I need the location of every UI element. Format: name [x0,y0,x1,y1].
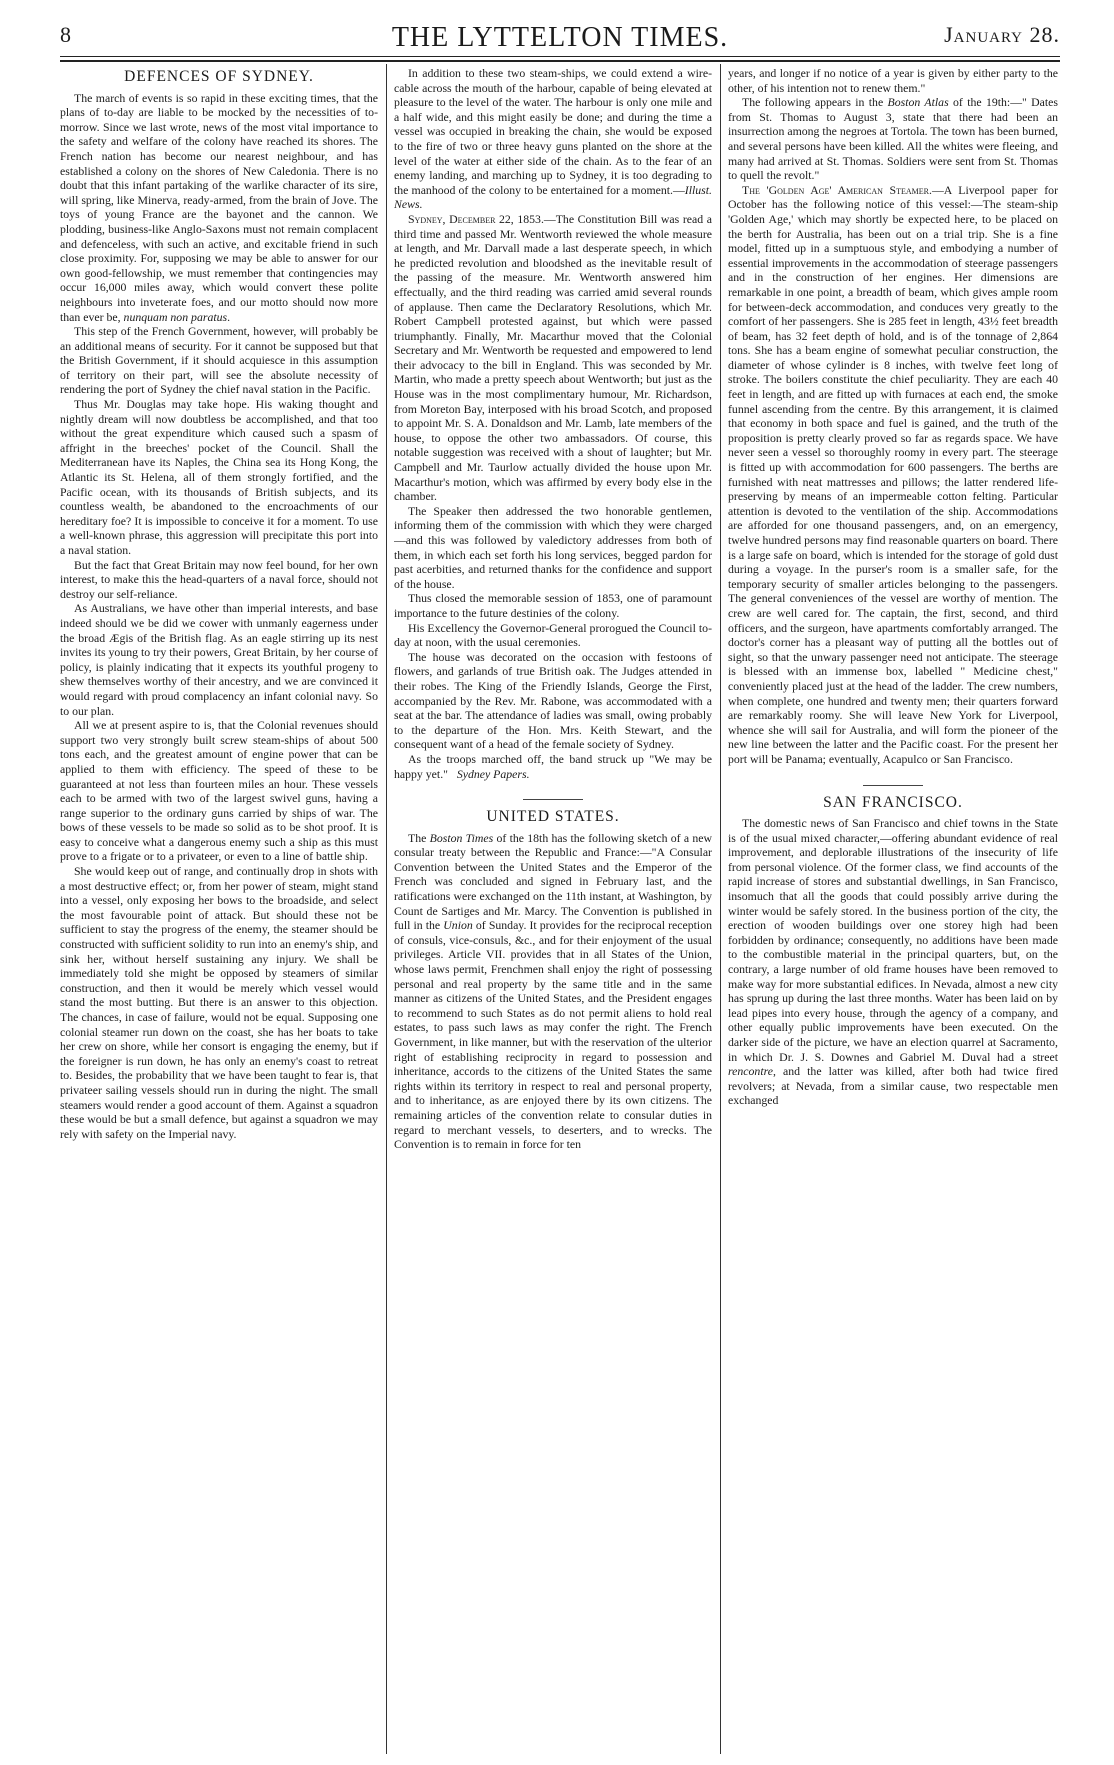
paragraph: The domestic news of San Francisco and chief towns in the State is of the usual mixed character,—offering abundant evidence of real improvement, and deplorable illustrations of the insecurity of life from personal violence. Of the former class, we find accounts of the rapid increase of stores and substantial dwellings, in San Francisco, insomuch that all the goods that could possibly arrive during the winter would be safely stored. In the business portion of the city, the erection of wooden buildings over one storey high had been forbidden by ordinance; consequently, no additions have been made to the combustible material in the principal quarters, but, on the contrary, a large number of old frame houses have been removed to make way for more substantial edifices. In Nevada, almost a new city has sprung up during the last three months. Water has been laid on by lead pipes into every house, through the agency of a company, and other equally public improvements have been executed. On the darker side of the picture, we have an election quarrel at Sacramento, in which Dr. J. S. Downes and Gabriel M. Duval had a street rencontre, and the latter was killed, after both had twice fired revolvers; at Nevada, from a similar cause, two respectable men exchanged [728,816,1058,1108]
article-heading-san-francisco: SAN FRANCISCO. [823,793,963,811]
paragraph: Sydney, December 22, 1853.—The Constitution Bill was read a third time and passed Mr. Wentworth reviewed the whole measure at length, and Mr. Darvall made a last desperate speech, in which he predicted revolution and bloodshed as the inevitable result of the passing of the measure. Mr. Wentworth answered him effectually, and the third reading was carried amid several rounds of applause. Then came the Declaratory Resolutions, which Mr. Robert Campbell protested against, but which were passed triumphantly. Finally, Mr. Macarthur moved that the Colonial Secretary and Mr. Wentworth be requested and empowered to lend their advocacy to the bill in England. This was seconded by Mr. Martin, who made a pretty speech about Wentworth; but just as the House was in the most complimentary humour, Mr. Richardson, from Moreton Bay, interposed with his broad Scotch, and proposed to appoint Mr. S. A. Donaldson and Mr. Lamb, late members of the house, to oppose the other two ambassadors. Of course, this notable suggestion was received with a shout of laughter; but Mr. Campbell and Mr. Taurlow actually divided the house upon Mr. Macarthur's motion, which was affirmed by every body else in the chamber. [394,211,712,504]
paragraph: The march of events is so rapid in these exciting times, that the plans of to-day are liable to be mocked by the necessities of to-morrow. Since we last wrote, news of the most vital importance to the safety and welfare of the colony have reached its shores. The French nation has become our nearest neighbour, and has established a colony on the shores of New Caledonia. There is no doubt that this infant partaking of the warlike character of its sire, will spring, like Minerva, ready-armed, from the brain of Jove. The toys of young France are the bayonet and the cannon. We plodding, business-like Anglo-Saxons must not remain complacent and defenceless, with such an active, and excitable friend in such close proximity. For, supposing we may be able to answer for our own good-fellowship, we must remember that contingencies may occur 16,000 miles away, which would convert these polite neighbours into inveterate foes, and our motto should now more than ever be, nunquam non paratus. [60,90,378,324]
latin-motto: nunquam non paratus [123,309,228,324]
paragraph: All we at present aspire to is, that the Colonial revenues should support two very strongly built screw steam-ships of about 500 tons each, and the greatest amount of engine power that can be applied to them with efficiency. The speed of these to be guaranteed at not less than fourteen miles an hour. These vessels each to be armed with two of the largest swivel guns, having a range superior to the ordinary guns carried by ships of war. The bows of these vessels to be made so solid as to be shot proof. It is easy to conceive what a dangerous enemy such a ship as this must prove to a frigate or to a privateer, or even to a line of battle ship. [60,718,378,864]
paragraph: years, and longer if no notice of a year is given by either party to the other, of his intention not to renew them." [728,66,1058,95]
paragraph: This step of the French Government, however, will probably be an additional means of security. For it cannot be supposed but that the British Government, if it should acquiesce in this assumption of territory on their part, will see the absolute necessity of rendering the port of Sydney the chief naval station in the Pacific. [60,324,378,397]
paragraph: His Excellency the Governor-General prorogued the Council to-day at noon, with the usual ceremonies. [394,620,712,650]
column-1 [60,66,378,1756]
article-lead-golden-age: The 'Golden Age' American Steamer. [742,182,932,197]
dateline: Sydney, December 22, 1853. [408,211,544,226]
paragraph: The 'Golden Age' American Steamer.—A Liverpool paper for October has the following notice of this vessel:—The steam-ship 'Golden Age,' which may shortly be expected here, to be placed on the berth for Australia, has been out on a trial trip. She is a fine model, fitted up in a sumptuous style, and embodying a number of essential improvements in the accommodation of steerage passengers and in the construction of her engines. Her dimensions are remarkable in one point, a breadth of beam, which gives ample room for between-deck accommodation, and conduces very greatly to the comfort of her passengers. She is 285 feet in length, 43½ feet breadth of beam, has 32 feet depth of hold, and is of the tonnage of 2,864 tons. She has a beam engine of somewhat peculiar construction, the diameter of whose cylinder is 8 inches, with twelve feet long of stroke. The boilers constitute the chief peculiarity. They are each 40 feet in length, and are fitted up with furnaces at each end, the smoke funnel ascending from the centre. By this arrangement, it is claimed that economy in both space and fuel is gained, and the truth of the proposition is pretty clearly proved so far as regards space. We have never seen a vessel so thoroughly roomy in every part. The steerage is fitted up with accommodation for 600 passengers. The berths are furnished with neat mattresses and pillows; the latter rendered life-preserving by means of an impermeable cotton felting. Particular attention is devoted to the ventilation of the ship. Accommodations are afforded for one thousand passengers, and, on an emergency, twelve hundred persons may find reasonable quarters on board. There is a large safe on board, which is intended for the storage of gold dust during a voyage. In the purser's room is a smaller safe, for the temporary security of smaller articles belonging to the passengers. The general conveniences of the vessel are worthy of mention. The crew are well cared for. The captain, the first, second, and third officers, and the surgeon, have apartments comfortably arranged. The doctor's corner has a pleasant way of putting all the bottles out of sight, so that the unwary passenger need not anticipate. The steerage is blessed with an immense box, labelled " Medicine chest," conveniently placed just at the head of the ladder. The crew numbers, when complete, one hundred and twenty men; their quarters forward are remarkably roomy. She will leave New York for Liverpool, whence she will sail for Australia, and will form the pioneer of the new line between the latter and the Pacific coast. For the present her port will be Panama; eventually, Acapulco or San Francisco. [728,182,1058,766]
newspaper-title: THE LYTTELTON TIMES. [391,22,729,53]
article-separator [523,799,583,800]
paragraph: The following appears in the Boston Atlas of the 19th:—" Dates from St. Thomas to August 3, state that there had been an insurrection among the negroes at Tortola. The town has been burned, and several persons have been killed. All the whites were fleeing, and many had arrived at St. Thomas. Soldiers were sent from St. Thomas to quell the revolt." [728,95,1058,183]
paragraph: As the troops marched off, the band struck up "We may be happy yet." Sydney Papers. [394,751,712,781]
article-heading-defences-of-sydney: DEFENCES OF SYDNEY. [124,68,314,85]
paragraph: Thus closed the memorable session of 1853, one of paramount importance to the future destinies of the colony. [394,591,712,620]
paragraph: The Boston Times of the 18th has the following sketch of a new consular treaty between the Republic and France:—"A Consular Convention between the United States and the Emperor of the French was concluded and signed in February last, and the ratifications were exchanged on the 11th instant, at Washington, by Count de Sartiges and Mr. Marcy. The Convention is published in full in the Union of Sunday. It provides for the reciprocal reception of consuls, vice-consuls, &c., and for their enjoyment of the usual privileges. Article VII. provides that in all States of the Union, whose laws permit, Frenchmen shall enjoy the right of possessing personal and real property by the same title and in the same manner as citizens of the United States, and the President engages to recommend to such States as do not permit aliens to hold real estates, to pass such laws as may confer the right. The French Government, in like manner, but with the reservation of the ulterior right of establishing reciprocity in regard to possession and inheritance, accords to the citizens of the United States the same rights within its territory in respect to real and personal property, and to inheritance, as are enjoyed there by its own citizens. The remaining articles of the convention relate to consular duties in regard to merchant vessels, to deserters, and to wrecks. The Convention is to remain in force for ten [394,830,712,1152]
column-divider [720,64,721,1754]
article-heading-united-states: UNITED STATES. [486,808,620,826]
column-divider [386,64,387,1754]
paragraph: The house was decorated on the occasion with festoons of flowers, and garlands of true British oak. The Judges attended in their robes. The King of the Friendly Islands, George the First, accompanied by the Rev. Mr. Rabone, was accommodated with a seat at the bar. The attendance of ladies was small, owing probably to the departure of the Hon. Mrs. Keith Stewart, and the consequent want of a head of the female society of Sydney. [394,649,712,752]
paragraph: The Speaker then addressed the two honorable gentlemen, informing them of the commission with which they were charged—and this was followed by valedictory addresses from both of them, in which each set forth his long services, begged pardon for past acerbities, and returned thanks for the confidence and support of the house. [394,503,712,591]
source-credit: Sydney Papers. [456,766,530,781]
article-separator [863,785,923,786]
masthead-rule-double [60,60,1060,62]
paragraph: She would keep out of range, and continually drop in shots with a most destructive effect; or, from her power of steam, might stand into a vessel, only exposing her bows to the broadside, and select the most favourable point of attack. But should these not be sufficient to stay the progress of the enemy, the steamer should be constructed with sufficient solidity to run into an enemy's ship, and sink her, without herself sustaining any injury. We shall be immediately told she might be opposed by steamers of similar construction, and then it would be merely which vessel would stand the most butting. But there is an answer to this objection. The chances, in case of failure, would not be equal. Supposing one colonial steamer run down on the coast, she has her boats to take her crew on shore, while her consort is engaging the enemy, but if the foreigner is run down, he has only an enemy's coast to retreat to. Besides, the probability that we have been taught to fear is, that privateer sailing vessels should run in during the night. The small steamers would render a good account of them. Against a squadron these would be but a small defence, but against a squadron we may rely with safety on the Imperial navy. [60,864,378,1141]
paragraph: In addition to these two steam-ships, we could extend a wire-cable across the mouth of the harbour, capable of being elevated at pleasure to the level of the water. The harbour is only one mile and a half wide, and this might easily be done; and during the time a vessel was occupied in breaking the chain, she would be exposed to the fire of two or three heavy guns planted on the shore at the level of the water at either side of the chain. As to the fear of an enemy landing, and marching up to Sydney, it is too degrading to the manhood of the colony to be entertained for a moment.—Illust. News. [394,66,712,212]
masthead-rule [60,56,1060,57]
issue-date: January 28. [944,22,1060,47]
paragraph: As Australians, we have other than imperial interests, and base indeed should we be did we cower with unmanly eagerness under the broad Ægis of the British flag. As an eagle stirring up its nest invites its young to try their powers, Great Britain, by her course of policy, is plainly indicating that it expects its youthful progeny to shew themselves worthy of their ancestry, and we are convinced it would regard with proud complacency an infant colonial navy. So to our plan. [60,601,378,718]
column-2 [394,66,712,1756]
paragraph: But the fact that Great Britain may now feel bound, for her own interest, to make this the head-quarters of a naval force, should not destroy our self-reliance. [60,557,378,601]
column-3 [728,66,1058,1756]
paragraph: Thus Mr. Douglas may take hope. His waking thought and nightly dream will now doubtless be accomplished, and that too without the great expenditure which caused such a spasm of affright in the breeches' pocket of the Council. Shall the Mediterranean have its Naples, the China sea its Hong Kong, the Atlantic its St. Helena, all of them strongly fortified, and the Pacific ocean, with its thousands of British subjects, and its countless wealth, be abandoned to the encroachments of our hereditary foe? It is impossible to conceive it for a moment. To use a well-known phrase, this aggression will precipitate this port into a naval station. [60,397,378,557]
masthead [60,22,1060,53]
source-credit: Illust. News. [394,182,712,212]
page-number: 8 [60,22,71,47]
